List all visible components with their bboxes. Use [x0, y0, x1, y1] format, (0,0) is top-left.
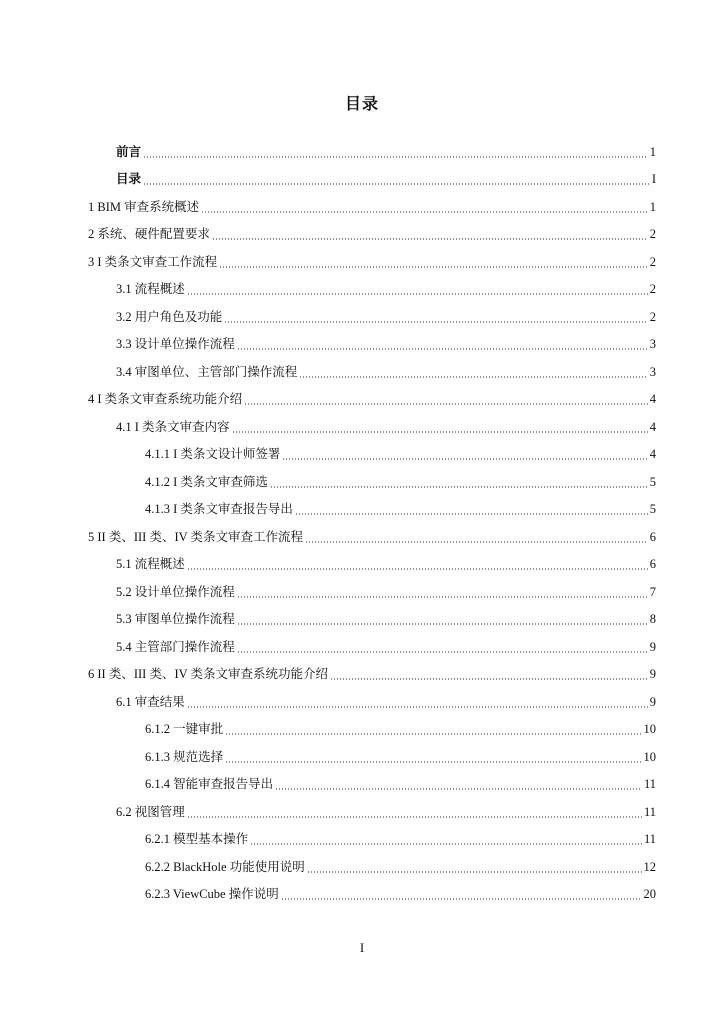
toc-entry-title: 6.1 审查结果 [116, 694, 185, 709]
toc-entry-page-number: 9 [649, 694, 656, 709]
dot-leader [237, 348, 648, 350]
toc-entry-page-number: 11 [643, 777, 656, 792]
toc-entry[interactable] [0, 826, 724, 854]
toc-entry-title: 4.1.3 I 类条文审查报告导出 [145, 502, 293, 517]
toc-entry-title: 4.1.2 I 类条文审查筛选 [145, 474, 268, 489]
toc-entry-page-number: 2 [649, 282, 656, 297]
dot-leader [281, 898, 642, 900]
dot-leader [225, 733, 641, 735]
toc-entry[interactable] [0, 716, 724, 744]
dot-leader [187, 293, 648, 295]
dot-leader [225, 761, 641, 763]
toc-entry[interactable] [0, 221, 724, 249]
toc-entry-page-number: 2 [649, 309, 656, 324]
toc-entry-title: 3 I 类条文审查工作流程 [88, 254, 218, 269]
toc-entry-page-number: 11 [643, 804, 656, 819]
toc-entry-title: 5.1 流程概述 [116, 557, 185, 572]
toc-entry-page-number: I [651, 172, 656, 187]
toc-entry[interactable] [0, 606, 724, 634]
toc-entry-page-number: 3 [649, 337, 656, 352]
toc-entry-title: 6 II 类、III 类、IV 类条文审查系统功能介绍 [88, 667, 329, 682]
toc-entry-title: 3.4 审图单位、主管部门操作流程 [116, 364, 298, 379]
toc-entry-page-number: 10 [643, 749, 656, 764]
toc-entry[interactable] [0, 248, 724, 276]
toc-entry-title: 5.3 审图单位操作流程 [116, 612, 235, 627]
toc-entry[interactable] [0, 413, 724, 441]
dot-leader [187, 706, 648, 708]
dot-leader [212, 238, 648, 240]
toc-entry-title: 目录 [116, 171, 142, 187]
toc-entry-page-number: 8 [649, 612, 656, 627]
toc-entry-title: 3.2 用户角色及功能 [116, 309, 223, 324]
dot-leader [187, 568, 648, 570]
toc-entry-page-number: 11 [643, 832, 656, 847]
dot-leader [295, 513, 648, 515]
toc-entry[interactable] [0, 468, 724, 496]
toc-entry-title: 6.2 视图管理 [116, 804, 185, 819]
toc-entry-page-number: 7 [649, 584, 656, 599]
toc-entry[interactable] [0, 496, 724, 524]
toc-entry[interactable] [0, 551, 724, 579]
dot-leader [330, 678, 648, 680]
toc-entry-title: 2 系统、硬件配置要求 [88, 227, 210, 242]
toc-entry-title: 6.2.1 模型基本操作 [145, 832, 249, 847]
toc-entry[interactable] [0, 303, 724, 331]
dot-leader [299, 376, 647, 378]
toc-entry[interactable] [0, 633, 724, 661]
dot-leader [187, 816, 642, 818]
dot-leader [275, 788, 642, 790]
toc-entry[interactable] [0, 743, 724, 771]
toc-entry-title: 3.1 流程概述 [116, 282, 185, 297]
toc-entry-title: 6.2.2 BlackHole 功能使用说明 [145, 859, 305, 874]
table-of-contents [0, 138, 724, 908]
toc-entry-page-number: 4 [649, 419, 656, 434]
toc-entry-page-number: 12 [643, 859, 656, 874]
toc-entry[interactable] [0, 358, 724, 386]
toc-entry[interactable] [0, 138, 724, 166]
toc-entry[interactable] [0, 881, 724, 909]
dot-leader [282, 458, 647, 460]
dot-leader [232, 431, 648, 433]
toc-entry-page-number: 10 [643, 722, 656, 737]
toc-entry-page-number: 1 [649, 199, 656, 214]
toc-entry-page-number: 6 [649, 557, 656, 572]
toc-entry-page-number: 2 [649, 227, 656, 242]
toc-entry-page-number: 9 [649, 667, 656, 682]
toc-entry[interactable] [0, 688, 724, 716]
dot-leader [250, 843, 642, 845]
dot-leader [143, 156, 648, 158]
toc-entry-title: 4.1.1 I 类条文设计师签署 [145, 447, 281, 462]
toc-entry-page-number: 1 [649, 144, 656, 159]
toc-entry[interactable] [0, 441, 724, 469]
toc-entry-title: 6.1.3 规范选择 [145, 749, 224, 764]
toc-entry-page-number: 6 [649, 529, 656, 544]
toc-entry-title: 6.1.2 一键审批 [145, 722, 224, 737]
toc-entry-title: 4.1 I 类条文审查内容 [116, 419, 230, 434]
toc-entry-page-number: 5 [649, 502, 656, 517]
toc-entry-title: 5.2 设计单位操作流程 [116, 584, 235, 599]
toc-entry-title: 3.3 设计单位操作流程 [116, 337, 235, 352]
toc-entry[interactable] [0, 276, 724, 304]
toc-entry[interactable] [0, 798, 724, 826]
toc-entry[interactable] [0, 193, 724, 221]
dot-leader [201, 211, 648, 213]
footer-page-number: I [359, 940, 365, 955]
dot-leader [270, 486, 648, 488]
toc-entry[interactable] [0, 771, 724, 799]
dot-leader [219, 266, 648, 268]
toc-entry-page-number: 20 [643, 887, 656, 902]
toc-entry[interactable] [0, 386, 724, 414]
toc-entry[interactable] [0, 523, 724, 551]
dot-leader [237, 596, 648, 598]
toc-entry-title: 1 BIM 审查系统概述 [88, 199, 200, 214]
toc-entry-page-number: 4 [649, 392, 656, 407]
toc-entry[interactable] [0, 331, 724, 359]
dot-leader [237, 651, 648, 653]
dot-leader [143, 183, 650, 185]
toc-entry[interactable] [0, 661, 724, 689]
page-title: 目录 [344, 94, 379, 113]
toc-entry-page-number: 9 [649, 639, 656, 654]
toc-entry[interactable] [0, 578, 724, 606]
toc-entry-page-number: 5 [649, 474, 656, 489]
toc-entry[interactable] [0, 166, 724, 194]
toc-entry-title: 前言 [116, 143, 142, 159]
toc-entry[interactable] [0, 853, 724, 881]
toc-entry-page-number: 2 [649, 254, 656, 269]
dot-leader [307, 871, 642, 873]
toc-entry-title: 6.2.3 ViewCube 操作说明 [145, 887, 279, 902]
toc-entry-page-number: 4 [649, 447, 656, 462]
dot-leader [244, 403, 648, 405]
toc-entry-page-number: 3 [649, 364, 656, 379]
toc-entry-title: 4 I 类条文审查系统功能介绍 [88, 392, 243, 407]
toc-entry-title: 5.4 主管部门操作流程 [116, 639, 235, 654]
toc-entry-title: 6.1.4 智能审查报告导出 [145, 777, 274, 792]
toc-entry-title: 5 II 类、III 类、IV 类条文审查工作流程 [88, 529, 304, 544]
dot-leader [305, 541, 648, 543]
dot-leader [237, 623, 648, 625]
dot-leader [224, 321, 647, 323]
